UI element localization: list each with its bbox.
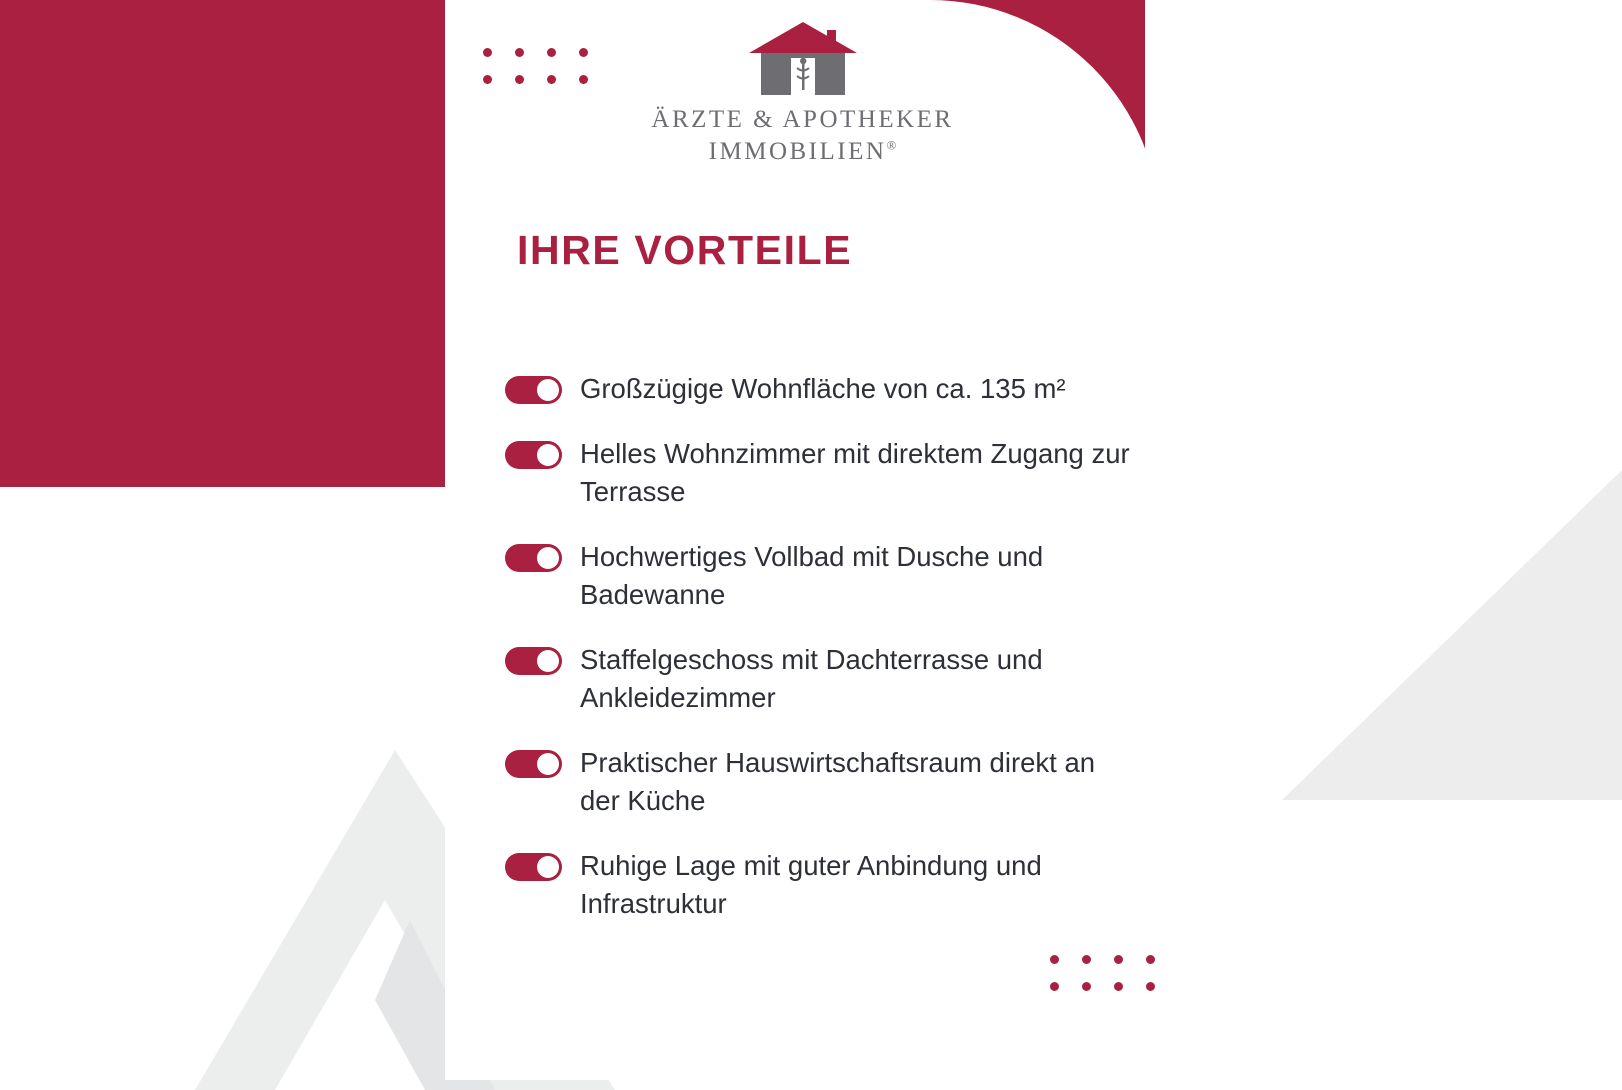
benefits-list	[505, 370, 1145, 924]
dot	[1082, 955, 1091, 964]
list-item	[505, 744, 1145, 821]
house-with-caduceus-icon	[747, 20, 859, 100]
list-item-label: Staffelgeschoss mit Dachterrasse und Ankleidezimmer	[580, 643, 1043, 713]
brand-logo	[445, 20, 1160, 168]
dot	[1114, 982, 1123, 991]
angled-corner-shape-icon	[1122, 470, 1622, 800]
list-item-label: Hochwertiges Vollbad mit Dusche und Badewanne	[580, 540, 1044, 610]
list-item	[505, 435, 1145, 512]
brand-name-line2	[445, 136, 1160, 168]
brand-name	[445, 104, 1160, 168]
page-title: IHRE VORTEILE	[517, 227, 853, 273]
dot	[1114, 955, 1123, 964]
dot-grid-icon-bottom	[1050, 955, 1155, 991]
dot	[1082, 982, 1091, 991]
list-item	[505, 641, 1145, 718]
dot	[1050, 982, 1059, 991]
list-item-label: Helles Wohnzimmer mit direktem Zugang zur Terrasse	[580, 437, 1130, 507]
list-item-label: Praktischer Hauswirtschaftsraum direkt an der Küche	[580, 746, 1096, 816]
registered-mark: ®	[886, 137, 897, 153]
dot	[1050, 955, 1059, 964]
toggle-on-icon	[505, 647, 562, 675]
toggle-on-icon	[505, 853, 562, 881]
list-item-label: Großzügige Wohnfläche von ca. 135 m²	[580, 373, 1066, 404]
dot	[1146, 955, 1155, 964]
list-item-label: Ruhige Lage mit guter Anbindung und Infrastruktur	[580, 849, 1042, 919]
list-item	[505, 370, 1145, 409]
list-item	[505, 538, 1145, 615]
list-item	[505, 847, 1145, 924]
brand-name-line2-text: IMMOBILIEN	[708, 138, 887, 165]
dot	[1146, 982, 1155, 991]
toggle-on-icon	[505, 750, 562, 778]
toggle-on-icon	[505, 376, 562, 404]
toggle-on-icon	[505, 441, 562, 469]
brand-name-line1: ÄRZTE & APOTHEKER	[651, 106, 954, 133]
toggle-on-icon	[505, 544, 562, 572]
